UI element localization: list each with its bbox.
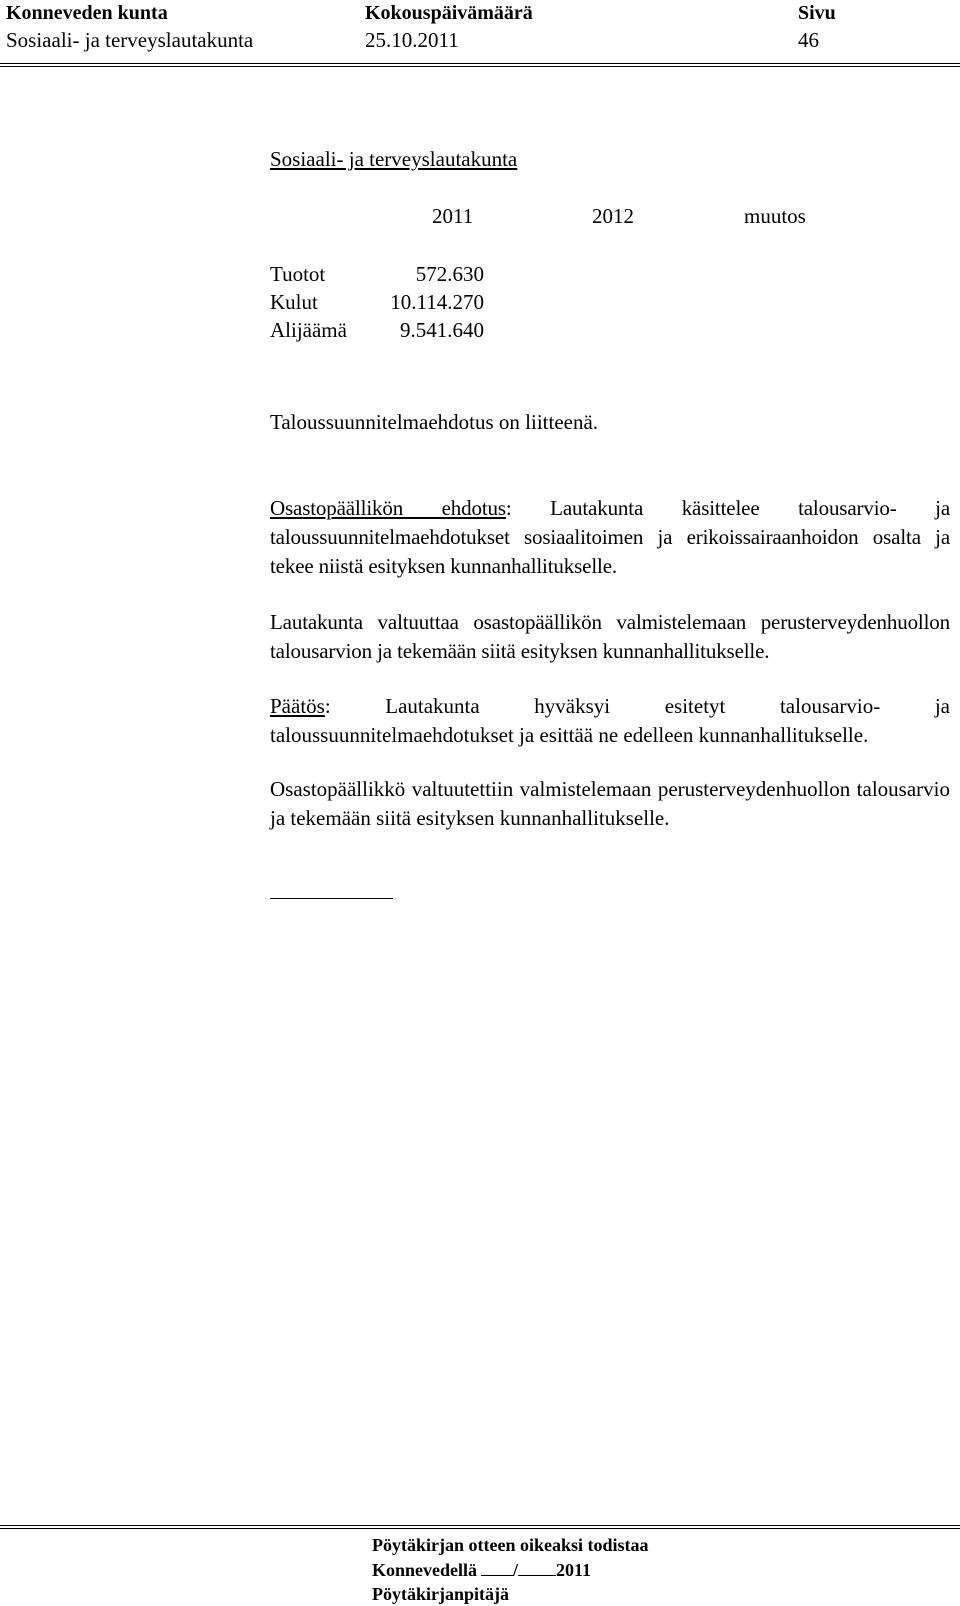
header-divider xyxy=(0,63,960,67)
page-label: Sivu xyxy=(798,2,836,24)
budget-row-value: 9.541.640 xyxy=(400,318,484,342)
decision-paragraph xyxy=(270,692,950,750)
section-end-rule xyxy=(270,898,393,899)
budget-row-label: Kulut xyxy=(270,290,318,314)
footer-divider xyxy=(0,1525,960,1529)
date-label: Kokouspäivämäärä xyxy=(365,2,533,24)
page-number: 46 xyxy=(798,28,819,52)
secretary-line: Pöytäkirjanpitäjä xyxy=(372,1584,509,1604)
blank-month-field xyxy=(518,1557,556,1576)
blank-day-field xyxy=(481,1557,513,1576)
budget-row-value: 572.630 xyxy=(415,262,484,286)
footer-year: 2011 xyxy=(556,1560,592,1580)
attachment-note: Taloussuunnitelmaehdotus on liitteenä. xyxy=(270,410,599,434)
budget-row-value: 10.114.270 xyxy=(390,290,484,314)
header-municipality xyxy=(6,0,253,55)
budget-row-label: Alijäämä xyxy=(270,318,347,342)
proposal-text: : Lautakunta käsittelee talousarvio- ja taloussuunnitelmaehdotukset sosiaalitoimen ja erikoissairaanhoidon osalta ja tekee niistä esityksen kunnanhallitukselle. xyxy=(270,496,950,578)
budget-row-deficit xyxy=(270,318,484,347)
municipality-name: Konneveden kunta xyxy=(6,2,168,24)
committee-name: Sosiaali- ja terveyslautakunta xyxy=(6,28,254,52)
budget-col-2011: 2011 xyxy=(432,204,474,228)
date-value: 25.10.2011 xyxy=(365,28,459,52)
section-title: Sosiaali- ja terveyslautakunta xyxy=(270,147,518,171)
proposal-paragraph xyxy=(270,494,950,581)
certification-line: Pöytäkirjan otteen oikeaksi todistaa xyxy=(372,1535,649,1555)
footer-certification xyxy=(372,1533,649,1606)
proposal-label: Osastopäällikön ehdotus xyxy=(270,496,506,520)
place-name: Konnevedellä xyxy=(372,1560,478,1580)
budget-row-income xyxy=(270,262,484,291)
page-header xyxy=(0,0,960,70)
budget-row-costs xyxy=(270,290,484,319)
budget-col-2012: 2012 xyxy=(592,204,634,228)
decision-paragraph-2: Osastopäällikkö valtuutettiin valmistelemaan perusterveydenhuollon talousarvio ja tekemään siitä esityksen kunnanhallitukselle. xyxy=(270,777,950,830)
header-meeting-date xyxy=(365,0,533,55)
decision-label: Päätös xyxy=(270,694,325,718)
header-page xyxy=(798,0,836,55)
date-separator: / xyxy=(513,1560,519,1580)
budget-row-label: Tuotot xyxy=(270,262,326,286)
place-date-line xyxy=(372,1557,649,1582)
budget-col-change: muutos xyxy=(744,204,806,228)
mandate-paragraph: Lautakunta valtuuttaa osastopäällikön valmistelemaan perusterveydenhuollon talousarvion ja tekemään siitä esityksen kunnanhallitukselle. xyxy=(270,610,950,663)
decision-text: : Lautakunta hyväksyi esitetyt talousarvio- ja taloussuunnitelmaehdotukset ja esittää ne edelleen kunnanhallitukselle. xyxy=(270,694,950,747)
